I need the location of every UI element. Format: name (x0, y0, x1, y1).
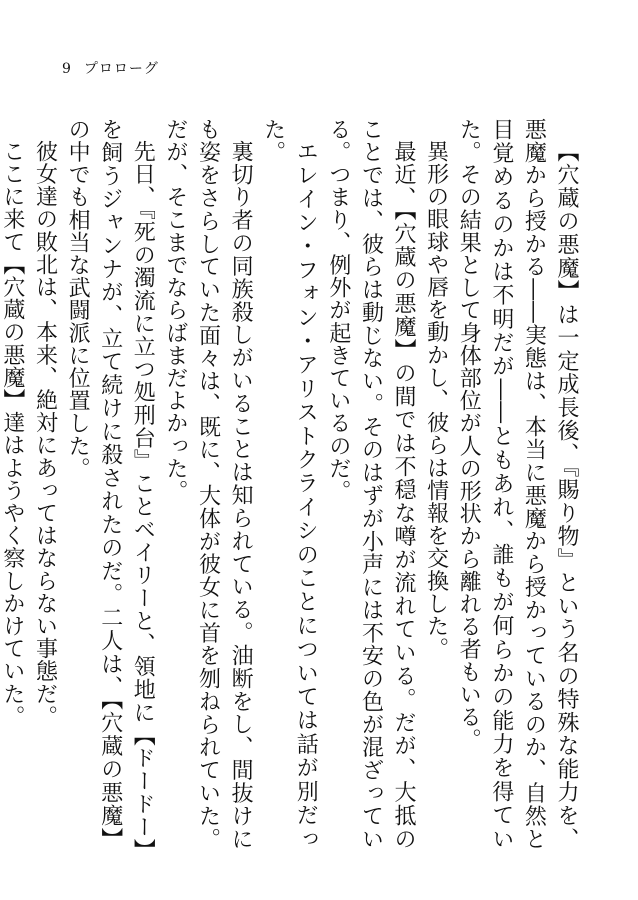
paragraph: エレイン・フォン・アリストクライシのことについては話が別だった。 (260, 118, 319, 850)
paragraph: 裏切り者の同族殺しがいることは知られている。油断をし、間抜けにも姿をさらしていた面々は、既に、大体が彼女に首を刎ねられていた。だが、そこまでならばまだよかった。 (162, 118, 254, 850)
paragraph: 異形の眼球や唇を動かし、彼らは情報を交換した。 (423, 140, 449, 660)
chapter-title: プロローグ (83, 61, 159, 77)
paragraph: 彼女達の敗北は、本来、絶対にあってはならない事態だ。 (32, 140, 58, 728)
page-number: 9 (62, 61, 72, 77)
paragraph: ここに来て【穴蔵の悪魔】達はようやく察しかけていた。 (0, 140, 25, 728)
paragraph: 【穴蔵の悪魔】は一定成長後、『賜り物』という名の特殊な能力を、悪魔から授かる――実態は、本当に悪魔から授かっているのか、自然と目覚めるのかは不明だが――ともあれ、誰もが何らかの能力を得ていた。その結果として身体部位が人の形状から離れる者もいる。 (456, 118, 579, 850)
paragraph: 最近、【穴蔵の悪魔】の間では不穏な噂が流れている。だが、大抵のことでは、彼らは動じない。そのはずが小声には不安の色が混ざっている。つまり、例外が起きているのだ。 (325, 118, 417, 850)
paragraph: 先日、『死の濁流に立つ処刑台』ことベイリーと、領地に【ドードー】を飼うジャンナが、立て続けに殺されたのだ。二人は、【穴蔵の悪魔】の中でも相当な武闘派に位置した。 (65, 118, 156, 850)
running-header (62, 58, 159, 78)
vertical-body-text (0, 118, 582, 850)
